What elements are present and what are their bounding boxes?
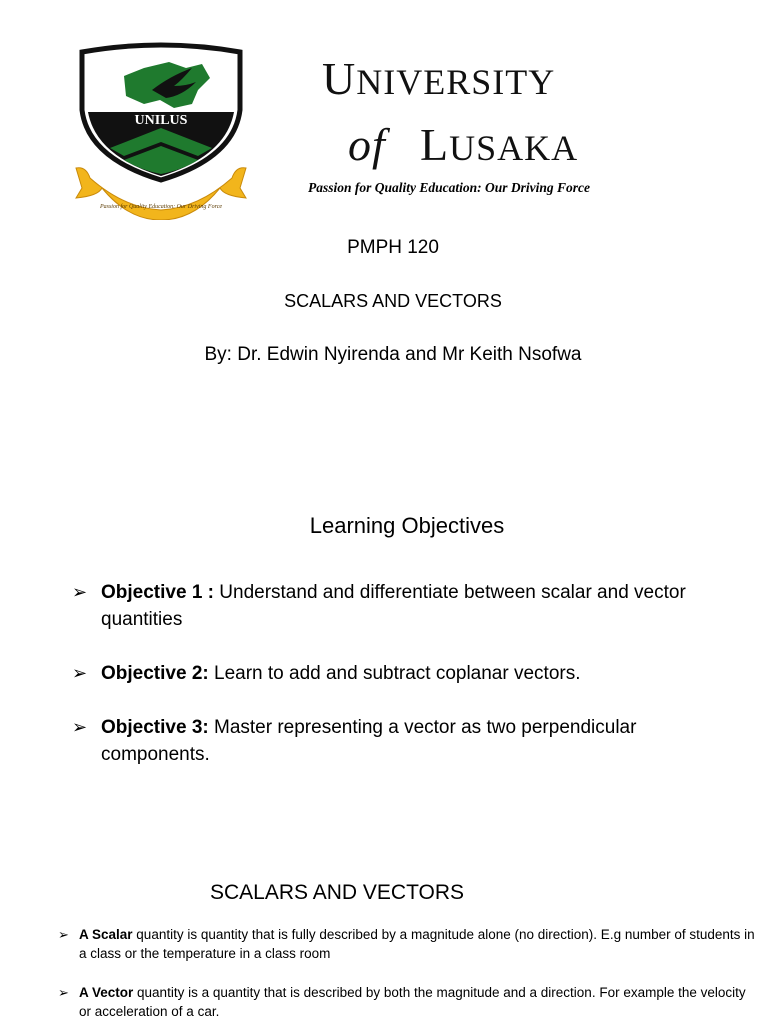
arrow-bullet-icon: ➢	[72, 717, 88, 737]
university-logo	[74, 38, 248, 220]
objective-item	[72, 714, 712, 768]
definition-item	[58, 983, 758, 1021]
university-name-of: of	[348, 119, 386, 170]
arrow-bullet-icon: ➢	[72, 582, 88, 602]
university-motto: Passion for Quality Education: Our Driving Force	[308, 180, 591, 195]
course-code: PMPH 120	[347, 237, 439, 258]
objective-text: Master representing a vector as two perpendicular components.	[101, 717, 637, 765]
objective-item	[72, 579, 712, 633]
definition-term: A Vector	[79, 985, 134, 1000]
shield-text: UNILUS	[134, 113, 188, 128]
objective-label: Objective 1 :	[101, 582, 214, 603]
objective-label: Objective 3:	[101, 717, 209, 738]
university-name-line2: LUSAKA	[420, 119, 579, 170]
arrow-bullet-icon: ➢	[58, 927, 69, 942]
objective-text: Learn to add and subtract coplanar vectors.	[208, 663, 581, 684]
definition-text: quantity is a quantity that is described by both the magnitude and a direction. For example the velocity or acceleration of a car.	[79, 985, 746, 1019]
ribbon-text: Passion for Quality Education: Our Driving Force	[99, 204, 223, 210]
arrow-bullet-icon: ➢	[58, 985, 69, 1000]
objective-label: Objective 2:	[101, 663, 209, 684]
definition-term: A Scalar	[79, 927, 133, 942]
arrow-bullet-icon: ➢	[72, 663, 88, 683]
definition-item	[58, 925, 758, 963]
objective-item	[72, 660, 712, 687]
definition-text: quantity is quantity that is fully described by a magnitude alone (no direction). E.g number of students in a class or the temperature in a class room	[79, 927, 755, 961]
university-name-line1: UNIVERSITY	[322, 53, 556, 104]
learning-objectives-heading: Learning Objectives	[309, 513, 505, 538]
objective-text: Understand and differentiate between scalar and vector quantities	[101, 582, 686, 630]
section-heading: SCALARS AND VECTORS	[210, 881, 465, 904]
unilus-crest-icon	[74, 38, 248, 220]
topic-title: SCALARS AND VECTORS	[284, 291, 502, 311]
authors-line: By: Dr. Edwin Nyirenda and Mr Keith Nsofwa	[204, 344, 582, 365]
